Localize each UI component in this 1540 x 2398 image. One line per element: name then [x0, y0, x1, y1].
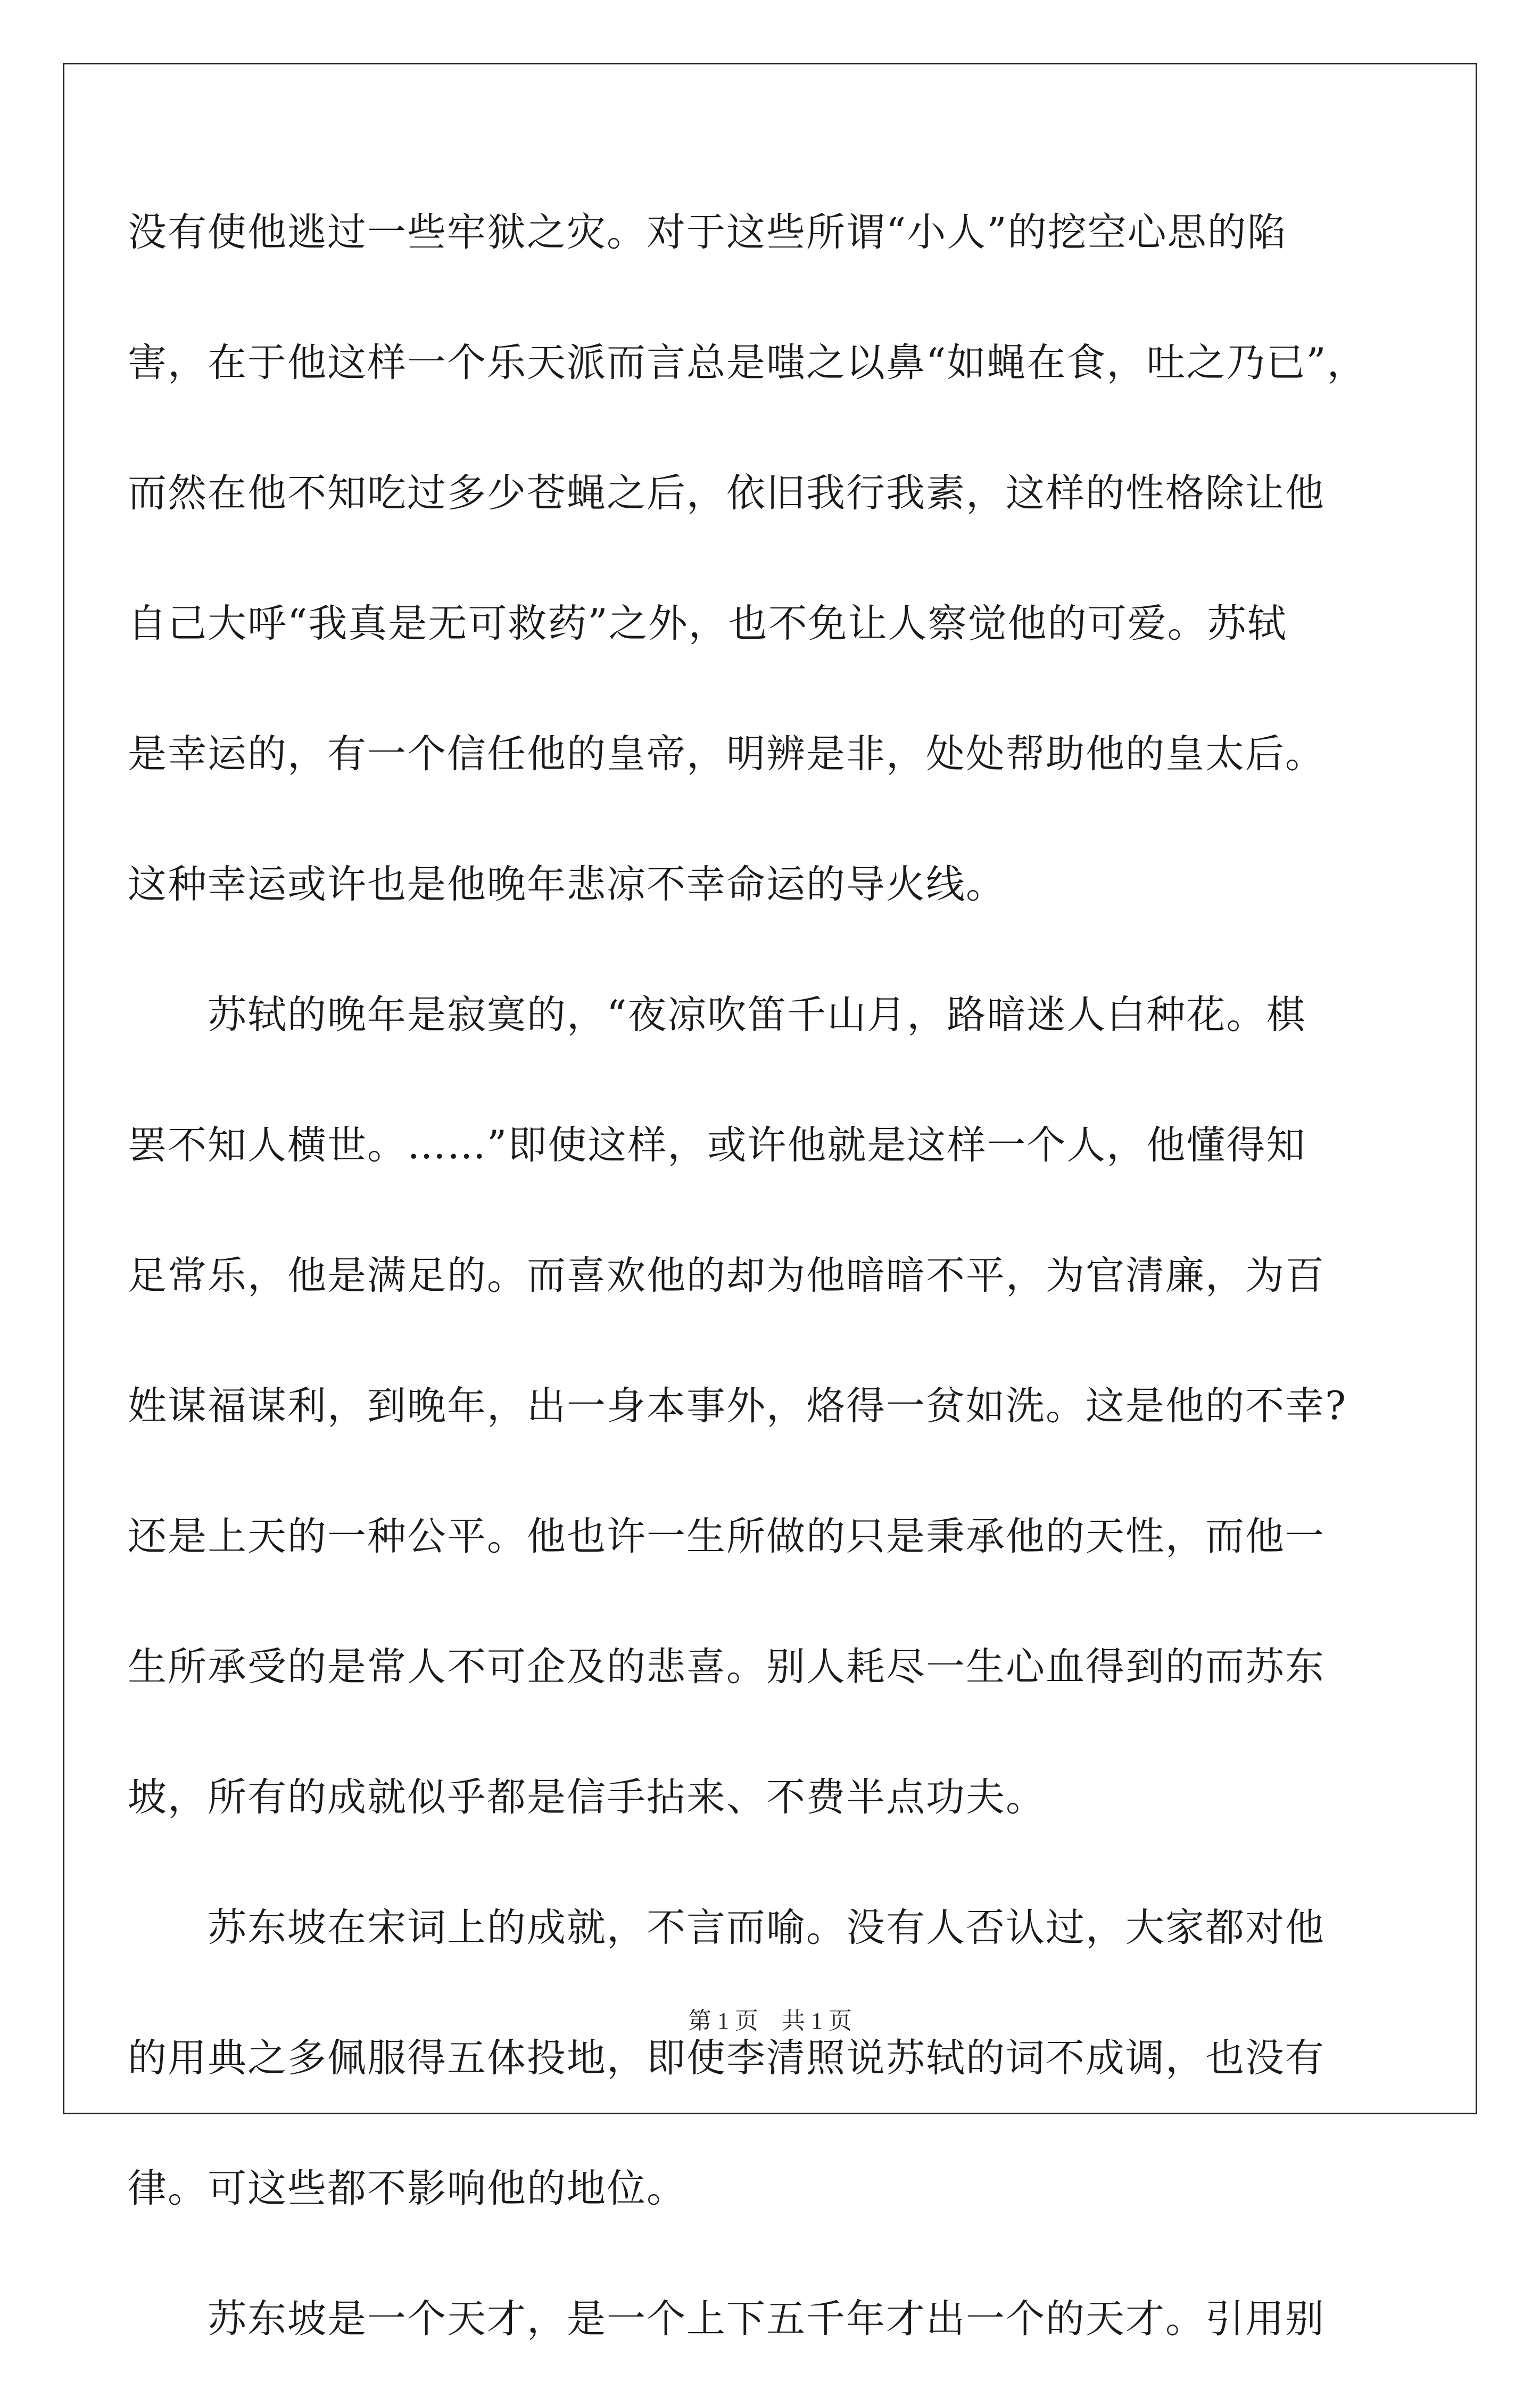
text-line: 苏东坡在宋词上的成就，不言而喻。没有人否认过，大家都对他 — [128, 1905, 1325, 1950]
page-number-footer: 第 1 页 共 1 页 — [688, 2008, 852, 2034]
text-line: 姓谋福谋利，到晚年，出一身本事外，烙得一贫如洗。这是他的不幸? — [128, 1383, 1347, 1429]
text-line: 的用典之多佩服得五体投地，即使李清照说苏轼的词不成调，也没有 — [128, 2036, 1325, 2081]
text-line: 这种幸运或许也是他晚年悲凉不幸命运的导火线。 — [128, 862, 1006, 907]
text-line: 而然在他不知吃过多少苍蝇之后，依旧我行我素，这样的性格除让他 — [128, 471, 1325, 516]
text-line: 罢不知人横世。……”即使这样，或许他就是这样一个人，他懂得知 — [128, 1123, 1306, 1168]
text-line: 生所承受的是常人不可企及的悲喜。别人耗尽一生心血得到的而苏东 — [128, 1644, 1325, 1690]
text-line: 苏轼的晚年是寂寞的，“夜凉吹笛千山月，路暗迷人白种花。棋 — [128, 992, 1306, 1037]
document-body — [128, 181, 1405, 2398]
text-line: 自己大呼“我真是无可救药”之外，也不免让人察觉他的可爱。苏轼 — [128, 601, 1287, 646]
text-line: 坡，所有的成就似乎都是信手拈来、不费半点功夫。 — [128, 1775, 1046, 1820]
text-line: 还是上天的一种公平。他也许一生所做的只是秉承他的天性，而他一 — [128, 1514, 1325, 1559]
text-line: 苏东坡是一个天才，是一个上下五千年才出一个的天才。引用别 — [128, 2296, 1325, 2342]
text-line: 足常乐，他是满足的。而喜欢他的却为他暗暗不平，为官清廉，为百 — [128, 1253, 1325, 1298]
text-line: 害，在于他这样一个乐天派而言总是嗤之以鼻“如蝇在食，吐之乃已”， — [128, 340, 1367, 385]
text-line: 是幸运的，有一个信任他的皇帝，明辨是非，处处帮助他的皇太后。 — [128, 731, 1325, 777]
text-line: 没有使他逃过一些牢狱之灾。对于这些所谓“小人”的挖空心思的陷 — [128, 210, 1287, 255]
text-line: 律。可这些都不影响他的地位。 — [128, 2166, 686, 2211]
